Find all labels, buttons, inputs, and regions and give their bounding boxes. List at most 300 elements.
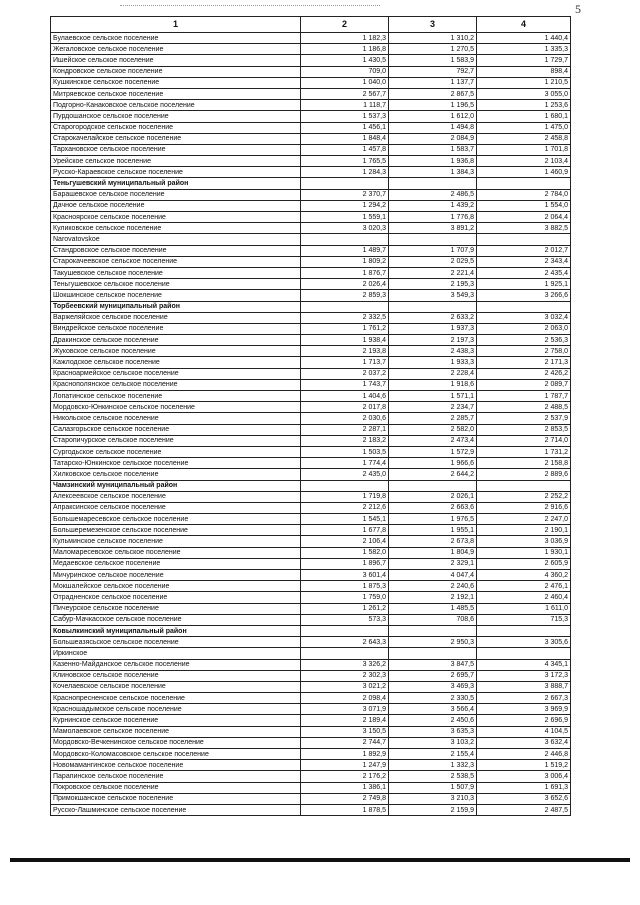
value-col-4: 3 036,9	[477, 536, 571, 547]
value-col-2: 1 774,4	[301, 458, 389, 469]
value-col-3: 3 891,2	[389, 223, 477, 234]
value-col-4: 1 611,0	[477, 603, 571, 614]
table-row	[51, 514, 571, 525]
table-row	[51, 122, 571, 133]
value-col-3: 708,6	[389, 614, 477, 625]
table-row	[51, 424, 571, 435]
value-col-3: 2 192,1	[389, 592, 477, 603]
value-col-3: 2 029,5	[389, 256, 477, 267]
value-col-4: 2 758,0	[477, 346, 571, 357]
value-col-4: 898,4	[477, 66, 571, 77]
value-col-3: 1 310,2	[389, 33, 477, 44]
value-col-4: 2 064,4	[477, 212, 571, 223]
table-row	[51, 715, 571, 726]
table-row	[51, 200, 571, 211]
settlement-name: Красношадымское сельское поселение	[51, 704, 301, 715]
value-col-2: 1 182,3	[301, 33, 389, 44]
district-name: Ковылкинский муниципальный район	[51, 625, 301, 636]
value-col-3: 3 210,3	[389, 793, 477, 804]
settlement-name: Курнинское сельское поселение	[51, 715, 301, 726]
settlement-name: Кочелаевское сельское поселение	[51, 681, 301, 692]
table-row	[51, 558, 571, 569]
table-row	[51, 167, 571, 178]
settlement-name: Виндрейское сельское поселение	[51, 323, 301, 334]
table-row	[51, 458, 571, 469]
table-row	[51, 267, 571, 278]
empty-cell	[301, 625, 389, 636]
empty-cell	[301, 301, 389, 312]
value-col-2: 1 386,1	[301, 782, 389, 793]
settlement-name: Мамолаевское сельское поселение	[51, 726, 301, 737]
value-col-2: 1 118,7	[301, 100, 389, 111]
settlement-name: Русско-Караевское сельское поселение	[51, 167, 301, 178]
settlement-name: Митряевское сельское поселение	[51, 88, 301, 99]
table-row	[51, 737, 571, 748]
header-col-2: 2	[301, 17, 389, 33]
value-col-2: 2 287,1	[301, 424, 389, 435]
value-col-4: 3 266,6	[477, 290, 571, 301]
value-col-4: 2 889,6	[477, 469, 571, 480]
value-col-2: 1 261,2	[301, 603, 389, 614]
value-col-4: 3 652,6	[477, 793, 571, 804]
settlement-name: Варжеляйское сельское поселение	[51, 312, 301, 323]
value-col-4: 2 190,1	[477, 525, 571, 536]
value-col-2: 1 545,1	[301, 514, 389, 525]
table-row	[51, 581, 571, 592]
value-col-4: 3 969,9	[477, 704, 571, 715]
value-col-3: 1 494,8	[389, 122, 477, 133]
value-col-3: 3 103,2	[389, 737, 477, 748]
table-row	[51, 726, 571, 737]
table-row	[51, 760, 571, 771]
value-col-3: 2 450,6	[389, 715, 477, 726]
settlement-name: Дракинское сельское поселение	[51, 335, 301, 346]
value-col-3: 1 918,6	[389, 379, 477, 390]
value-col-3: 4 047,4	[389, 570, 477, 581]
value-col-4: 3 882,5	[477, 223, 571, 234]
settlement-name: Теньгушевское сельское поселение	[51, 279, 301, 290]
settlement-name: Старокачелайское сельское поселение	[51, 133, 301, 144]
table-row	[51, 659, 571, 670]
table-row	[51, 793, 571, 804]
value-col-2: 2 189,4	[301, 715, 389, 726]
value-col-3: 2 285,7	[389, 413, 477, 424]
settlement-name: Кажлодское сельское поселение	[51, 357, 301, 368]
value-col-3: 3 847,5	[389, 659, 477, 670]
value-col-2: 1 719,8	[301, 491, 389, 502]
value-col-4: 2 426,2	[477, 368, 571, 379]
value-col-4: 715,3	[477, 614, 571, 625]
value-col-3	[389, 648, 477, 659]
table-row	[51, 402, 571, 413]
value-col-2: 1 876,7	[301, 267, 389, 278]
value-col-4: 4 104,5	[477, 726, 571, 737]
table-row	[51, 144, 571, 155]
value-col-2: 1 294,2	[301, 200, 389, 211]
value-col-3: 2 582,0	[389, 424, 477, 435]
value-col-2: 2 749,8	[301, 793, 389, 804]
value-col-4: 2 158,8	[477, 458, 571, 469]
settlement-name: Большеазясьское сельское поселение	[51, 637, 301, 648]
value-col-3: 3 469,3	[389, 681, 477, 692]
settlement-name: Мордовско-Юнкинское сельское поселение	[51, 402, 301, 413]
table-row	[51, 804, 571, 815]
value-col-3: 2 438,3	[389, 346, 477, 357]
table-row	[51, 312, 571, 323]
value-col-4: 1 731,2	[477, 446, 571, 457]
value-col-3: 2 195,3	[389, 279, 477, 290]
value-col-3: 1 439,2	[389, 200, 477, 211]
settlement-name: Иркинское	[51, 648, 301, 659]
settlement-name: Новомамангинское сельское поселение	[51, 760, 301, 771]
value-col-3: 3 635,3	[389, 726, 477, 737]
table-row	[51, 469, 571, 480]
value-col-3: 1 776,8	[389, 212, 477, 223]
table-row	[51, 648, 571, 659]
settlement-name: Казенно-Майданское сельское поселение	[51, 659, 301, 670]
settlement-name: Пичеурское сельское поселение	[51, 603, 301, 614]
value-col-2: 2 744,7	[301, 737, 389, 748]
table-row	[51, 156, 571, 167]
value-col-4: 1 680,1	[477, 111, 571, 122]
value-col-3: 2 234,7	[389, 402, 477, 413]
page-number: 5	[575, 2, 581, 16]
value-col-4: 1 729,7	[477, 55, 571, 66]
value-col-3: 2 221,4	[389, 267, 477, 278]
value-col-3: 1 707,9	[389, 245, 477, 256]
value-col-2: 2 026,4	[301, 279, 389, 290]
value-col-3: 1 936,8	[389, 156, 477, 167]
value-col-3: 2 159,9	[389, 804, 477, 815]
value-col-4: 1 335,3	[477, 44, 571, 55]
empty-cell	[301, 178, 389, 189]
value-col-2: 2 030,6	[301, 413, 389, 424]
settlement-name: Красноярское сельское поселение	[51, 212, 301, 223]
settlement-name: Кушкинское сельское поселение	[51, 77, 301, 88]
value-col-4: 3 305,6	[477, 637, 571, 648]
value-col-3: 1 571,1	[389, 391, 477, 402]
table-row	[51, 189, 571, 200]
value-col-3: 1 384,3	[389, 167, 477, 178]
table-row	[51, 413, 571, 424]
value-col-2: 1 247,9	[301, 760, 389, 771]
value-col-2: 2 302,3	[301, 670, 389, 681]
settlement-name: Краснопресненское сельское поселение	[51, 693, 301, 704]
table-row	[51, 693, 571, 704]
value-col-4: 1 460,9	[477, 167, 571, 178]
value-col-3: 3 566,4	[389, 704, 477, 715]
empty-cell	[477, 480, 571, 491]
settlement-name: Ишейское сельское поселение	[51, 55, 301, 66]
value-col-3: 1 583,7	[389, 144, 477, 155]
value-col-4: 2 476,1	[477, 581, 571, 592]
value-col-4: 4 345,1	[477, 659, 571, 670]
value-col-3: 1 937,3	[389, 323, 477, 334]
value-col-4: 2 247,0	[477, 514, 571, 525]
value-col-3: 2 228,4	[389, 368, 477, 379]
budget-table	[50, 16, 571, 816]
value-col-3: 2 644,2	[389, 469, 477, 480]
settlement-name: Кульминское сельское поселение	[51, 536, 301, 547]
value-col-3: 1 485,5	[389, 603, 477, 614]
district-row	[51, 301, 571, 312]
value-col-3: 1 612,0	[389, 111, 477, 122]
district-name: Торбеевский муниципальный район	[51, 301, 301, 312]
value-col-4	[477, 234, 571, 245]
table-row	[51, 681, 571, 692]
settlement-name: Лопатинское сельское поселение	[51, 391, 301, 402]
value-col-2: 1 765,5	[301, 156, 389, 167]
table-row	[51, 245, 571, 256]
table-row	[51, 88, 571, 99]
table-row	[51, 771, 571, 782]
value-col-2	[301, 234, 389, 245]
settlement-name: Подгорно-Канаковское сельское поселение	[51, 100, 301, 111]
value-col-2: 2 017,8	[301, 402, 389, 413]
settlement-name: Урейское сельское поселение	[51, 156, 301, 167]
value-col-4: 2 343,4	[477, 256, 571, 267]
table-row	[51, 547, 571, 558]
value-col-3: 1 270,5	[389, 44, 477, 55]
table-row	[51, 223, 571, 234]
value-col-3: 1 583,9	[389, 55, 477, 66]
settlement-name: Жегаловское сельское поселение	[51, 44, 301, 55]
value-col-4: 2 488,5	[477, 402, 571, 413]
table-row	[51, 592, 571, 603]
value-col-3: 2 155,4	[389, 749, 477, 760]
value-col-4: 1 787,7	[477, 391, 571, 402]
value-col-2: 2 643,3	[301, 637, 389, 648]
value-col-4: 2 458,8	[477, 133, 571, 144]
value-col-2: 1 404,6	[301, 391, 389, 402]
settlement-name: Клиновское сельское поселение	[51, 670, 301, 681]
value-col-4: 2 605,9	[477, 558, 571, 569]
value-col-4: 1 210,5	[477, 77, 571, 88]
settlement-name: Покровское сельское поселение	[51, 782, 301, 793]
value-col-2: 1 759,0	[301, 592, 389, 603]
settlement-name: Старокачеевское сельское поселение	[51, 256, 301, 267]
settlement-name: Хилковское сельское поселение	[51, 469, 301, 480]
value-col-4: 2 714,0	[477, 435, 571, 446]
settlement-name: Дачное сельское поселение	[51, 200, 301, 211]
settlement-name: Жуковское сельское поселение	[51, 346, 301, 357]
value-col-2: 3 021,2	[301, 681, 389, 692]
value-col-2: 1 743,7	[301, 379, 389, 390]
value-col-3: 1 332,3	[389, 760, 477, 771]
table-row	[51, 379, 571, 390]
settlement-name: Кондровское сельское поселение	[51, 66, 301, 77]
value-col-3: 2 950,3	[389, 637, 477, 648]
settlement-name: Салазгорьское сельское поселение	[51, 424, 301, 435]
value-col-2: 2 567,7	[301, 88, 389, 99]
table-row	[51, 525, 571, 536]
settlement-name: Русско-Лашминское сельское поселение	[51, 804, 301, 815]
value-col-4: 1 930,1	[477, 547, 571, 558]
table-row	[51, 77, 571, 88]
settlement-name: Мордовско-Вечкенинское сельское поселение	[51, 737, 301, 748]
table-row	[51, 55, 571, 66]
value-col-4: 1 519,2	[477, 760, 571, 771]
value-col-2: 1 875,3	[301, 581, 389, 592]
value-col-3: 1 955,1	[389, 525, 477, 536]
value-col-2: 3 071,9	[301, 704, 389, 715]
table-row	[51, 323, 571, 334]
value-col-2: 1 430,5	[301, 55, 389, 66]
table-row	[51, 502, 571, 513]
value-col-4: 2 103,4	[477, 156, 571, 167]
settlement-name: Старогородское сельское поселение	[51, 122, 301, 133]
value-col-4: 2 460,4	[477, 592, 571, 603]
value-col-2: 1 186,8	[301, 44, 389, 55]
value-col-3: 2 330,5	[389, 693, 477, 704]
settlement-name: Мордовско-Коломасовское сельское поселение	[51, 749, 301, 760]
table-header-row	[51, 17, 571, 33]
value-col-3: 1 933,3	[389, 357, 477, 368]
district-row	[51, 625, 571, 636]
empty-cell	[477, 625, 571, 636]
value-col-4: 3 055,0	[477, 88, 571, 99]
value-col-2: 2 183,2	[301, 435, 389, 446]
header-col-3: 3	[389, 17, 477, 33]
table-row	[51, 704, 571, 715]
bottom-rule	[10, 858, 630, 862]
settlement-name: Апраксинское сельское поселение	[51, 502, 301, 513]
value-col-4	[477, 648, 571, 659]
value-col-2: 1 809,2	[301, 256, 389, 267]
value-col-2: 2 176,2	[301, 771, 389, 782]
value-col-4: 4 360,2	[477, 570, 571, 581]
value-col-2: 2 098,4	[301, 693, 389, 704]
table-row	[51, 670, 571, 681]
table-row	[51, 290, 571, 301]
value-col-4: 2 435,4	[477, 267, 571, 278]
table-row	[51, 234, 571, 245]
value-col-3: 1 137,7	[389, 77, 477, 88]
value-col-3: 3 549,3	[389, 290, 477, 301]
empty-cell	[389, 480, 477, 491]
value-col-4: 2 537,9	[477, 413, 571, 424]
value-col-3: 2 695,7	[389, 670, 477, 681]
table-row	[51, 749, 571, 760]
settlement-name: Мокшалейское сельское поселение	[51, 581, 301, 592]
value-col-2: 2 212,6	[301, 502, 389, 513]
district-row	[51, 178, 571, 189]
value-col-3: 2 663,6	[389, 502, 477, 513]
empty-cell	[389, 625, 477, 636]
value-col-4: 1 475,0	[477, 122, 571, 133]
value-col-4: 1 691,3	[477, 782, 571, 793]
table-row	[51, 435, 571, 446]
district-name: Чамзинский муниципальный район	[51, 480, 301, 491]
table-row	[51, 44, 571, 55]
empty-cell	[477, 178, 571, 189]
empty-cell	[477, 301, 571, 312]
value-col-2: 1 457,8	[301, 144, 389, 155]
value-col-4: 2 446,8	[477, 749, 571, 760]
value-col-4: 2 784,0	[477, 189, 571, 200]
value-col-4: 2 171,3	[477, 357, 571, 368]
value-col-2: 1 537,3	[301, 111, 389, 122]
settlement-name: Отрадненское сельское поселение	[51, 592, 301, 603]
value-col-3: 1 804,9	[389, 547, 477, 558]
value-col-2: 1 582,0	[301, 547, 389, 558]
value-col-2: 1 040,0	[301, 77, 389, 88]
value-col-3: 2 026,1	[389, 491, 477, 502]
value-col-2: 1 896,7	[301, 558, 389, 569]
value-col-2: 1 559,1	[301, 212, 389, 223]
value-col-3: 1 966,6	[389, 458, 477, 469]
value-col-2: 1 878,5	[301, 804, 389, 815]
table-row	[51, 391, 571, 402]
table-row	[51, 66, 571, 77]
value-col-2: 3 020,3	[301, 223, 389, 234]
settlement-name: Красноармейское сельское поселение	[51, 368, 301, 379]
settlement-name: Алексеевское сельское поселение	[51, 491, 301, 502]
value-col-2: 2 435,0	[301, 469, 389, 480]
settlement-name: Куликовское сельское поселение	[51, 223, 301, 234]
value-col-2: 1 761,2	[301, 323, 389, 334]
value-col-2: 2 859,3	[301, 290, 389, 301]
value-col-2: 3 601,4	[301, 570, 389, 581]
value-col-2: 709,0	[301, 66, 389, 77]
settlement-name: Пурдошанское сельское поселение	[51, 111, 301, 122]
value-col-2: 1 938,4	[301, 335, 389, 346]
table-row	[51, 256, 571, 267]
value-col-4: 2 667,3	[477, 693, 571, 704]
settlement-name: Никольское сельское поселение	[51, 413, 301, 424]
table-row	[51, 279, 571, 290]
table-row	[51, 603, 571, 614]
value-col-2: 2 106,4	[301, 536, 389, 547]
value-col-3: 2 633,2	[389, 312, 477, 323]
settlement-name: Большемаресевское сельское поселение	[51, 514, 301, 525]
table-row	[51, 491, 571, 502]
settlement-name: Мичуринское сельское поселение	[51, 570, 301, 581]
value-col-2: 2 370,7	[301, 189, 389, 200]
value-col-4: 3 032,4	[477, 312, 571, 323]
value-col-3: 2 240,6	[389, 581, 477, 592]
table-row	[51, 614, 571, 625]
value-col-4: 3 888,7	[477, 681, 571, 692]
value-col-3: 1 507,9	[389, 782, 477, 793]
settlement-name: Сабур-Мачкасское сельское поселение	[51, 614, 301, 625]
empty-cell	[301, 480, 389, 491]
settlement-name: Медаевское сельское поселение	[51, 558, 301, 569]
settlement-name: Булаевское сельское поселение	[51, 33, 301, 44]
value-col-2: 3 326,2	[301, 659, 389, 670]
value-col-4: 1 554,0	[477, 200, 571, 211]
table-row	[51, 570, 571, 581]
header-col-4: 4	[477, 17, 571, 33]
settlement-name: Краснополянское сельское поселение	[51, 379, 301, 390]
settlement-name: Парапинское сельское поселение	[51, 771, 301, 782]
value-col-2: 1 892,9	[301, 749, 389, 760]
header-col-1: 1	[51, 17, 301, 33]
table-row	[51, 133, 571, 144]
settlement-name: Большеремезенское сельское поселение	[51, 525, 301, 536]
value-col-4: 2 063,0	[477, 323, 571, 334]
value-col-3: 2 538,5	[389, 771, 477, 782]
settlement-name: Маломаресевское сельское поселение	[51, 547, 301, 558]
table-row	[51, 346, 571, 357]
table-row	[51, 33, 571, 44]
top-dotted-rule	[120, 5, 380, 6]
table-row	[51, 446, 571, 457]
value-col-2: 1 713,7	[301, 357, 389, 368]
value-col-4: 2 252,2	[477, 491, 571, 502]
value-col-3: 2 329,1	[389, 558, 477, 569]
value-col-4: 3 006,4	[477, 771, 571, 782]
